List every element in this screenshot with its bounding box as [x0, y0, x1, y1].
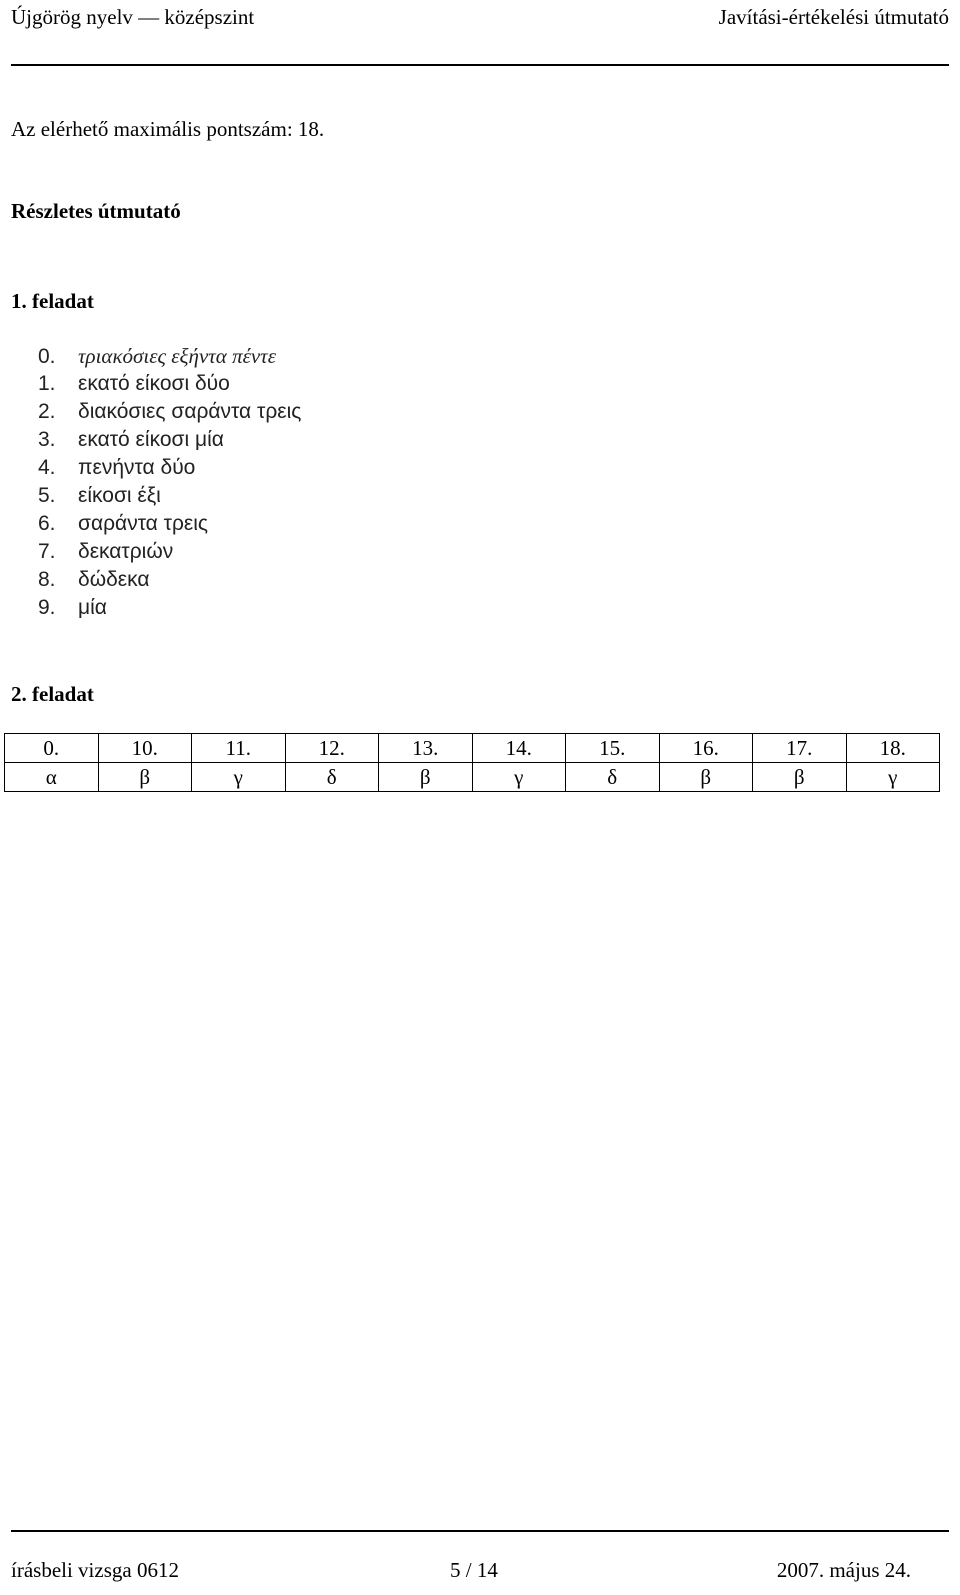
answer-number: 3. — [38, 428, 56, 451]
answer-number: 7. — [38, 540, 56, 563]
header-subject: Újgörög nyelv — középszint — [11, 5, 255, 29]
answer-text: εκατό είκοσι δύο — [78, 372, 230, 395]
answer-text: μία — [78, 596, 107, 619]
answer-number: 9. — [38, 596, 56, 619]
table-cell-letter: β — [98, 763, 192, 792]
header-divider — [11, 64, 949, 66]
list-item — [38, 426, 301, 454]
list-item — [38, 454, 301, 482]
list-item — [38, 342, 301, 370]
table-cell-letter: α — [5, 763, 99, 792]
list-item — [38, 370, 301, 398]
list-item — [38, 594, 301, 622]
answer-number: 0. — [38, 345, 56, 368]
answer-text: εκατό είκοσι μία — [78, 428, 224, 451]
answer-text: διακόσιες σαράντα τρεις — [78, 400, 302, 423]
header-guide-title: Javítási-értékelési útmutató — [718, 5, 949, 29]
table-cell-letter: β — [659, 763, 753, 792]
task2-answer-table — [4, 733, 940, 792]
table-cell-letter: δ — [566, 763, 660, 792]
table-cell-number: 17. — [753, 734, 847, 763]
table-cell-letter: β — [379, 763, 473, 792]
answer-text: δώδεκα — [78, 568, 150, 591]
list-item — [38, 482, 301, 510]
table-cell-number: 11. — [192, 734, 286, 763]
footer-date: 2007. május 24. — [776, 1558, 911, 1582]
table-cell-number: 10. — [98, 734, 192, 763]
table-row — [5, 734, 940, 763]
table-cell-letter: β — [753, 763, 847, 792]
task2-heading: 2. feladat — [11, 682, 94, 706]
list-item — [38, 538, 301, 566]
footer-page-number: 5 / 14 — [450, 1558, 498, 1582]
answer-number: 4. — [38, 456, 56, 479]
table-cell-number: 0. — [5, 734, 99, 763]
answer-number: 8. — [38, 568, 56, 591]
answer-text: σαράντα τρεις — [78, 512, 209, 535]
answer-number: 6. — [38, 512, 56, 535]
detailed-guide-heading: Részletes útmutató — [11, 199, 181, 223]
max-score-text: Az elérhető maximális pontszám: 18. — [11, 117, 325, 141]
answer-number: 2. — [38, 400, 56, 423]
answer-number: 5. — [38, 484, 56, 507]
list-item — [38, 510, 301, 538]
answer-text: τριακόσιες εξήντα πέντε — [78, 344, 276, 368]
footer-exam-code: írásbeli vizsga 0612 — [11, 1558, 179, 1582]
task1-answer-list — [38, 342, 301, 622]
table-cell-number: 18. — [846, 734, 940, 763]
answer-number: 1. — [38, 372, 56, 395]
table-cell-number: 14. — [472, 734, 566, 763]
table-cell-number: 12. — [285, 734, 379, 763]
answer-text: δεκατριών — [78, 540, 174, 563]
task1-heading: 1. feladat — [11, 289, 94, 313]
table-cell-letter: γ — [472, 763, 566, 792]
answer-text: είκοσι έξι — [78, 484, 161, 507]
table-cell-letter: δ — [285, 763, 379, 792]
table-cell-number: 15. — [566, 734, 660, 763]
answer-text: πενήντα δύο — [78, 456, 196, 479]
table-row — [5, 763, 940, 792]
table-cell-letter: γ — [192, 763, 286, 792]
list-item — [38, 398, 301, 426]
list-item — [38, 566, 301, 594]
table-cell-number: 13. — [379, 734, 473, 763]
table-cell-number: 16. — [659, 734, 753, 763]
table-cell-letter: γ — [846, 763, 940, 792]
footer-divider — [11, 1530, 949, 1532]
